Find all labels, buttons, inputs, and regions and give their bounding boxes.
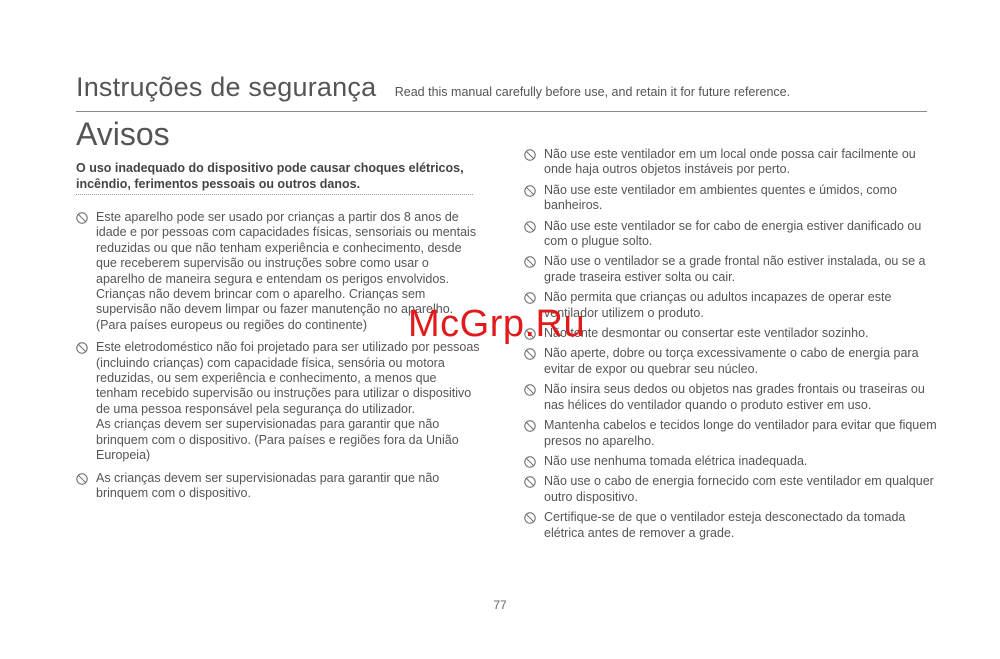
list-item-text: As crianças devem ser supervisionadas para garantir que não brinquem com o dispositivo. — [96, 470, 440, 500]
list-item — [524, 474, 940, 505]
right-warning-list — [524, 147, 940, 546]
prohibited-icon — [524, 384, 536, 396]
list-item — [524, 510, 940, 541]
list-item-text: Não use este ventilador em ambientes quentes e úmidos, como banheiros. — [544, 182, 897, 213]
list-item-text: Não use o ventilador se a grade frontal não estiver instalada, ou se a grade traseira estiver solta ou cair. — [544, 254, 926, 284]
list-item-text: Mantenha cabelos e tecidos longe do ventilador para evitar que fiquem presos no aparelho. — [544, 418, 937, 448]
list-item — [524, 346, 940, 377]
page-title: Instruções de segurança — [76, 72, 377, 102]
list-item-text: Este eletrodoméstico não foi projetado para ser utilizado por pessoas (incluindo crianças) com capacidade física, sensória ou motora reduzidas, ou sem experiência e conhecimento, a menos que tenham recebido supervisão ou instruções para utilizar o dispositivo de uma pessoa responsável pela segurança do utilizador. — [96, 340, 480, 416]
prohibited-icon — [524, 512, 536, 524]
list-item-text: Não use o cabo de energia fornecido com este ventilador em qualquer outro dispositivo. — [544, 474, 934, 504]
list-item — [524, 147, 940, 178]
list-item-text: Não aperte, dobre ou torça excessivamente o cabo de energia para evitar de expor ou quebrar seu núcleo. — [544, 346, 919, 376]
prohibited-icon — [524, 476, 536, 488]
list-item — [76, 340, 480, 463]
list-item — [524, 219, 940, 250]
section-title: Avisos — [76, 116, 170, 152]
list-item-text: Não use este ventilador se for cabo de energia estiver danificado ou com o plugue solto. — [544, 218, 922, 249]
list-item-note: As crianças devem ser supervisionadas para garantir que não brinquem com o dispositivo. (Para países e regiões fora da União Europeia) — [96, 417, 459, 463]
prohibited-icon — [524, 185, 536, 197]
list-item-text: Certifique-se de que o ventilador esteja desconectado da tomada elétrica antes de remover a grade. — [544, 510, 906, 540]
prohibited-icon — [76, 342, 88, 354]
list-item — [524, 454, 940, 469]
prohibited-icon — [524, 456, 536, 468]
list-item — [524, 382, 940, 413]
list-item-text: Não permita que crianças ou adultos incapazes de operar este ventilador utilizem o produto. — [544, 290, 892, 320]
prohibited-icon — [524, 149, 536, 161]
list-item-text: Não use nenhuma tomada elétrica inadequada. — [544, 453, 808, 468]
left-warning-list — [76, 210, 480, 508]
page-number: 77 — [493, 598, 507, 612]
prohibited-icon — [76, 473, 88, 485]
page-header — [76, 72, 926, 103]
prohibited-icon — [524, 348, 536, 360]
prohibited-icon — [76, 212, 88, 224]
list-item-text: Não tente desmontar ou consertar este ventilador sozinho. — [544, 326, 869, 341]
list-item — [524, 418, 940, 449]
watermark: McGrp.Ru — [408, 303, 586, 345]
header-divider — [76, 111, 927, 112]
list-item — [524, 326, 940, 341]
dotted-divider — [76, 194, 473, 195]
list-item-text: Não insira seus dedos ou objetos nas grades frontais ou traseiras ou nas hélices do ventilador quando o produto estiver em uso. — [544, 382, 925, 412]
list-item-text: Este aparelho pode ser usado por crianças a partir dos 8 anos de idade e por pessoas com capacidades físicas, sensoriais ou mentais reduzidas ou que não tenham experiência e conhecimento, desde que receberem supervisão ou instruções sobre como usar o aparelho de maneira segura e entendam os perigos envolvidos. Crianças não devem brincar com o aparelho. Crianças sem supervisão não devem limpar ou fazer manutenção no aparelho. (Para países europeus ou regiões do continente) — [96, 210, 477, 332]
warning-text: O uso inadequado do dispositivo pode causar choques elétricos, incêndio, ferimentos pessoais ou outros danos. — [76, 161, 464, 191]
prohibited-icon — [524, 256, 536, 268]
list-item — [76, 471, 480, 502]
list-item — [524, 254, 940, 285]
prohibited-icon — [524, 221, 536, 233]
list-item-text: Não use este ventilador em um local onde possa cair facilmente ou onde haja outros objetos instáveis por perto. — [544, 147, 916, 177]
list-item — [524, 290, 940, 321]
list-item — [524, 183, 940, 214]
page-subtitle: Read this manual carefully before use, and retain it for future reference. — [394, 85, 791, 99]
prohibited-icon — [524, 420, 536, 432]
